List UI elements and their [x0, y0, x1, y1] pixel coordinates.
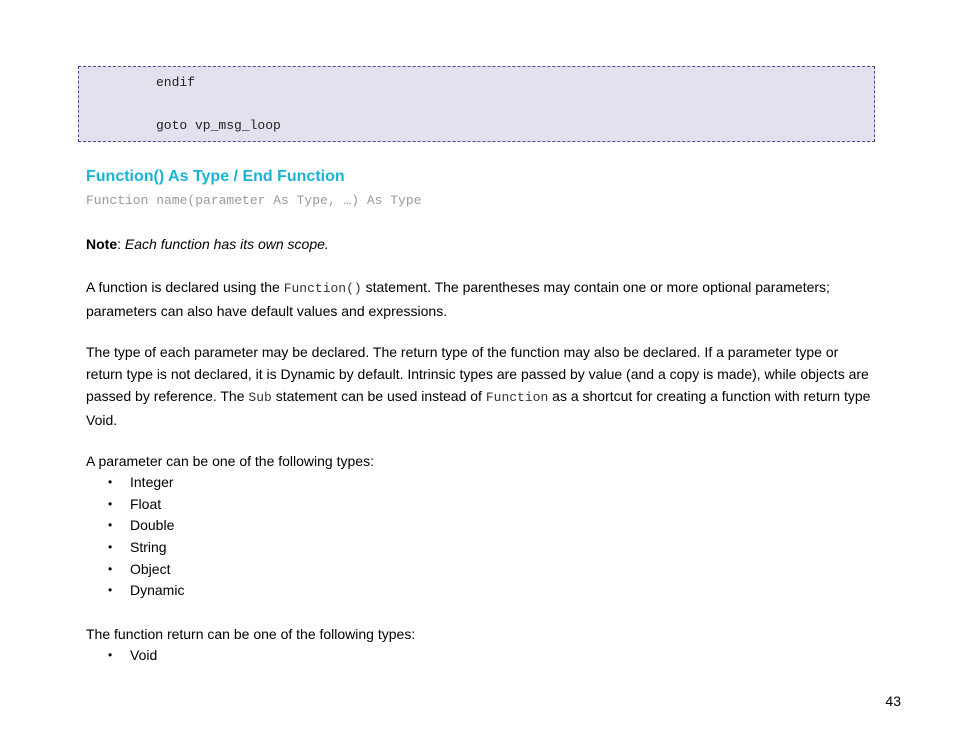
- bullet-icon: •: [108, 648, 113, 662]
- list-item-label: String: [130, 539, 167, 556]
- types-text-2: statement can be used instead of: [271, 388, 486, 404]
- list-item-label: Dynamic: [130, 582, 185, 599]
- declaration-text-2: statement. The parentheses may contain one or more optional parameters; parameters can also have default values and expressions.: [86, 279, 830, 319]
- syntax-line: Function name(parameter As Type, …) As Type: [86, 193, 422, 208]
- types-text-1: The type of each parameter may be declared. The return type of the function may also be declared. If a parameter type or return type is not declared, it is Dynamic by default. Intrinsic types are passed by value (and a copy is made), while objects are passed by reference. The: [86, 344, 869, 404]
- list-item: [86, 645, 157, 667]
- function-keyword-code: Function(): [283, 281, 362, 296]
- list-item-label: Integer: [130, 474, 174, 490]
- list-item-label: Float: [130, 495, 162, 512]
- note-label: Note: [86, 236, 118, 252]
- bullet-icon: •: [108, 561, 113, 576]
- code-block: [78, 66, 875, 142]
- list-item-label: Void: [130, 647, 158, 663]
- param-types-intro: A parameter can be one of the following types:: [86, 453, 374, 469]
- list-item: [86, 472, 184, 494]
- bullet-icon: •: [108, 583, 113, 598]
- declaration-paragraph: [86, 276, 876, 322]
- note-text: Each function has its own scope.: [124, 236, 329, 252]
- code-line-endif: endif: [156, 75, 196, 90]
- section-heading: Function() As Type / End Function: [86, 168, 345, 185]
- list-item: [86, 559, 184, 581]
- bullet-icon: •: [108, 496, 113, 511]
- bullet-icon: •: [108, 475, 113, 489]
- declaration-text-1: A function is declared using the: [86, 279, 284, 295]
- sub-keyword-code: Sub: [248, 390, 272, 405]
- types-paragraph: [86, 341, 876, 431]
- list-item-label: Object: [130, 560, 171, 577]
- list-item-label: Double: [130, 517, 175, 534]
- code-line-goto: goto vp_msg_loop: [156, 118, 281, 133]
- list-item: [86, 494, 184, 516]
- list-item: [86, 515, 184, 537]
- return-types-list: [86, 645, 157, 667]
- page-number: 43: [885, 693, 901, 709]
- note-paragraph: [86, 233, 876, 255]
- function-keyword-code-2: Function: [485, 390, 549, 405]
- return-types-intro: The function return can be one of the following types:: [86, 626, 416, 642]
- note-separator: :: [117, 236, 125, 252]
- list-item: [86, 580, 184, 602]
- list-item: [86, 537, 184, 559]
- types-text-3: as a shortcut for creating a function with return type Void.: [86, 388, 871, 428]
- bullet-icon: •: [108, 518, 113, 533]
- bullet-icon: •: [108, 540, 113, 555]
- param-types-list: [86, 472, 184, 602]
